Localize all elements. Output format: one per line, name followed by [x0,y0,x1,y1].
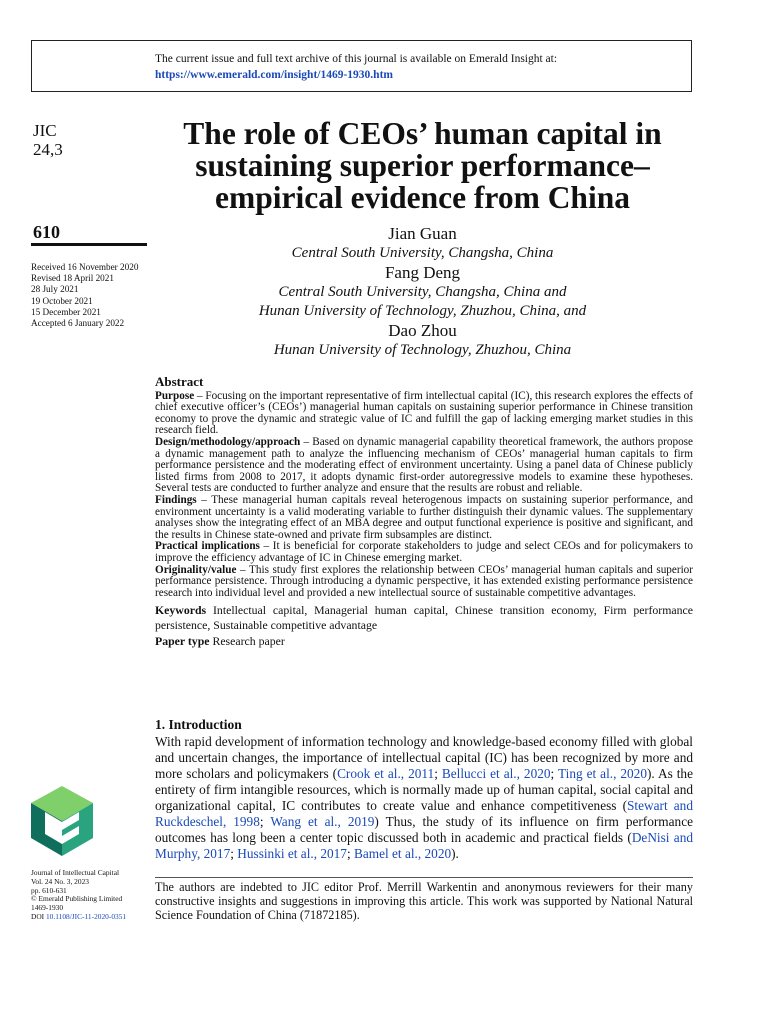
availability-notice-box [31,40,692,92]
abstract-paragraph [155,541,693,564]
volume-issue: 24,3 [33,140,63,159]
abstract-paragraph [155,565,693,600]
author-name: Dao Zhou [388,321,457,340]
abstract-paragraph [155,437,693,495]
abstract-paragraph [155,391,693,437]
abstract-section [155,376,693,649]
date-line: Accepted 6 January 2022 [31,318,125,329]
author-name: Fang Deng [384,263,461,282]
author-affiliation: Hunan University of Technology, Zhuzhou, China [273,342,572,358]
intro-text: ; [346,846,354,861]
keywords-text: Intellectual capital, Managerial human capital, Chinese transition economy, Firm performance persistence, Sustainable competitive advantage [155,603,693,633]
citation-link[interactable]: DeNisi and Murphy, 2017 [155,830,693,861]
abstract-body [155,391,693,600]
abstract-text: – Focusing on the important representative of firm intellectual capital (IC), this research explores the effects of chief executive officer’s (CEOs’) managerial human capitals on sustaining superior performance in Chinese transition economy to prove the dynamic and strategic value of IC and fulfill the gap of lacking emerging market studies in this research field. [155,389,693,437]
intro-text: ). [451,846,459,861]
emerald-logo-icon [31,786,93,856]
abstract-heading: Abstract [155,374,204,389]
journal-abbr: JIC [33,121,57,140]
abstract-text: – This study first explores the relationship between CEOs’ managerial human capitals and superior performance persistence. Through introducing a dynamic perspective, it has extended existing performance persistence research into individual level and provided a new intellectual source of sustainable competitive advantages. [155,563,693,599]
title-line: empirical evidence from China [215,180,630,215]
journal-info-line: Vol. 24 No. 3, 2023 [31,876,89,886]
keywords-label: Keywords [155,603,207,618]
doi-link[interactable]: 10.1108/JIC-11-2020-0351 [45,911,127,921]
intro-text: ; [259,814,271,829]
abstract-paragraph [155,495,693,541]
author-list [150,224,695,360]
paper-title [150,118,695,214]
availability-notice-text: The current issue and full text archive of this journal is available on Emerald Insight at: [155,53,558,65]
abstract-text: – Based on dynamic managerial capability theoretical framework, the authors propose a dynamic management path to analyze the influencing mechanism of CEOs’ managerial human capitals to firm performance persistence and the moderating effect of environment uncertainty. Using a panel data of Chinese publicly listed firms from 2008 to 2017, it adopts dynamic first-order autoregressive models to examine these hypotheses. Several tests are conducted to further analyze and ensure that the results are robust and reliable. [155,435,693,495]
abstract-label: Findings [155,493,197,506]
citation-link[interactable]: Bellucci et al., 2020 [441,766,551,781]
paper-type-text: Research paper [209,634,285,649]
abstract-text: – These managerial human capitals reveal heterogenous impacts on sustaining superior performance, and environment uncertainty is a valid moderating variable to further distinguish their dynamic values. The supplementary analyses show the integrating effect of an MBA degree and output functional experience is positive and significant, and the results in Chinese state-owned and private firm subsamples are distinct. [155,493,693,541]
page-number: 610 [33,222,60,242]
journal-info-line: © Emerald Publishing Limited [31,894,123,904]
introduction-section [155,717,693,862]
date-line: 19 October 2021 [31,295,93,306]
citation-link[interactable]: Crook et al., 2011 [337,766,435,781]
abstract-label: Design/methodology/approach [155,435,301,448]
intro-text: With rapid development of information technology and knowledge-based economy filled with global and uncertain changes, the importance of intellectual capital (IC) has been recognized by more and more scholars and policymakers ( [155,734,693,781]
journal-info-line: pp. 610-631 [31,885,67,895]
journal-info-line: 1469-1930 [31,903,64,913]
intro-text: ; [550,766,558,781]
citation-link[interactable]: Hussinki et al., 2017 [237,846,347,861]
date-line: Received 16 November 2020 [31,262,139,272]
citation-link[interactable]: Wang et al., 2019 [270,814,375,829]
abstract-label: Originality/value [155,563,237,576]
sidebar-rule [31,243,147,246]
author-name: Jian Guan [388,224,457,243]
journal-abbreviation [33,121,63,159]
footnote-rule [155,877,693,878]
citation-link[interactable]: Stewart and Ruckdeschel, 1998 [155,798,693,829]
citation-link[interactable]: Ting et al., 2020 [557,766,647,781]
abstract-text: – It is beneficial for corporate stakeholders to judge and select CEOs and for policymakers to improve the efficiency advantage of IC in Chinese emerging market. [155,540,693,564]
intro-text: ; [434,766,442,781]
abstract-label: Practical implications [155,540,260,553]
introduction-heading: 1. Introduction [155,717,242,732]
date-line: 28 July 2021 [31,284,79,295]
author-affiliation: Central South University, Changsha, China [291,245,554,261]
intro-text: ) Thus, the study of its influence on firm performance outcomes has long been a center topic discussed both in academic and practical fields ( [155,814,694,845]
date-line: 15 December 2021 [31,306,101,317]
date-line: Revised 18 April 2021 [31,273,114,284]
keywords [155,603,693,633]
doi-line [31,913,126,922]
journal-info-line: Journal of Intellectual Capital [31,868,120,877]
title-line: sustaining superior performance– [195,148,650,183]
citation-link[interactable]: Bamel et al., 2020 [354,846,452,861]
abstract-label: Purpose [155,389,195,402]
journal-url-link[interactable]: https://www.emerald.com/insight/1469-1930.htm [155,69,393,81]
intro-text: ; [230,846,238,861]
submission-dates [31,262,138,329]
author-affiliation: Central South University, Changsha, China and [278,284,567,300]
title-line: The role of CEOs’ human capital in [183,116,662,151]
introduction-paragraph [155,734,693,862]
paper-type [155,634,693,649]
journal-info [31,869,126,922]
author-affiliation: Hunan University of Technology, Zhuzhou, China, and [258,303,587,319]
doi-label: DOI [31,911,46,921]
intro-text: ). As the entirety of firm intangible resources, which is normally made up of human capital, social capital and organizational capital, IC contributes to create value and enhance competitiveness ( [155,766,693,813]
acknowledgement-footnote: The authors are indebted to JIC editor Prof. Merrill Warkentin and anonymous reviewers for their many constructive insights and suggestions in improving this article. This work was supported by National Natural Science Foundation of China (71872185). [155,880,693,922]
paper-type-label: Paper type [155,634,210,649]
